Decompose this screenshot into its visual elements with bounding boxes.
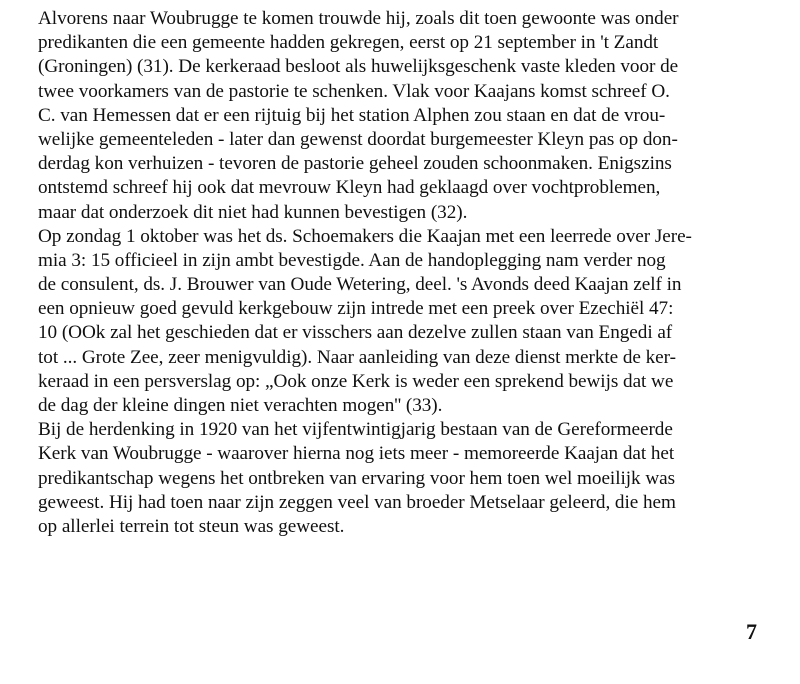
text-line: geweest. Hij had toen naar zijn zeggen veel van broeder Metselaar geleerd, die hem bbox=[38, 491, 676, 513]
text-line: maar dat onderzoek dit niet had kunnen bevestigen (32). bbox=[38, 201, 468, 223]
text-line: predikanten die een gemeente hadden gekregen, eerst op 21 september in 't Zandt bbox=[38, 32, 659, 54]
page-number: 7 bbox=[746, 619, 757, 644]
text-line: de consulent, ds. J. Brouwer van Oude Wetering, deel. 's Avonds deed Kaajan zelf in bbox=[38, 274, 682, 296]
text-line: keraad in een persverslag op: „Ook onze Kerk is weder een sprekend bewijs dat we bbox=[38, 370, 674, 392]
text-line: tot ... Grote Zee, zeer menigvuldig). Naar aanleiding van deze dienst merkte de ker- bbox=[38, 346, 676, 368]
text-line: Alvorens naar Woubrugge te komen trouwde hij, zoals dit toen gewoonte was onder bbox=[38, 8, 679, 29]
text-line: welijke gemeenteleden - later dan gewenst doordat burgemeester Kleyn pas op don- bbox=[38, 128, 678, 150]
text-line: Op zondag 1 oktober was het ds. Schoemakers die Kaajan met een leerrede over Jere- bbox=[38, 225, 692, 247]
text-line: de dag der kleine dingen niet verachten mogen'' (33). bbox=[38, 395, 443, 416]
text-line: derdag kon verhuizen - tevoren de pastorie geheel zouden schoonmaken. Enigszins bbox=[38, 153, 672, 175]
text-line: Bij de herdenking in 1920 van het vijfentwintigjarig bestaan van de Gereformeerde bbox=[38, 419, 673, 441]
text-line: op allerlei terrein tot steun was geweest. bbox=[38, 515, 345, 537]
text-line: C. van Hemessen dat er een rijtuig bij het station Alphen zou staan en dat de vrou- bbox=[38, 104, 666, 126]
text-line: predikantschap wegens het ontbreken van ervaring voor hem toen wel moeilijk was bbox=[38, 467, 676, 489]
body-text bbox=[38, 7, 778, 539]
text-line: Kerk van Woubrugge - waarover hierna nog iets meer - memoreerde Kaajan dat het bbox=[38, 443, 675, 465]
text-line: 10 (OOk zal het geschieden dat er visschers aan dezelve zullen staan van Engedi af bbox=[38, 322, 673, 344]
text-line: twee voorkamers van de pastorie te schenken. Vlak voor Kaajans komst schreef O. bbox=[38, 80, 670, 102]
text-line: ontstemd schreef hij ook dat mevrouw Kleyn had geklaagd over vochtproblemen, bbox=[38, 177, 661, 199]
text-line: mia 3: 15 officieel in zijn ambt bevestigde. Aan de handoplegging nam verder nog bbox=[38, 249, 666, 271]
text-line: een opnieuw goed gevuld kerkgebouw zijn intrede met een preek over Ezechiël 47: bbox=[38, 298, 674, 320]
text-line: (Groningen) (31). De kerkeraad besloot als huwelijksgeschenk vaste kleden voor de bbox=[38, 56, 679, 78]
